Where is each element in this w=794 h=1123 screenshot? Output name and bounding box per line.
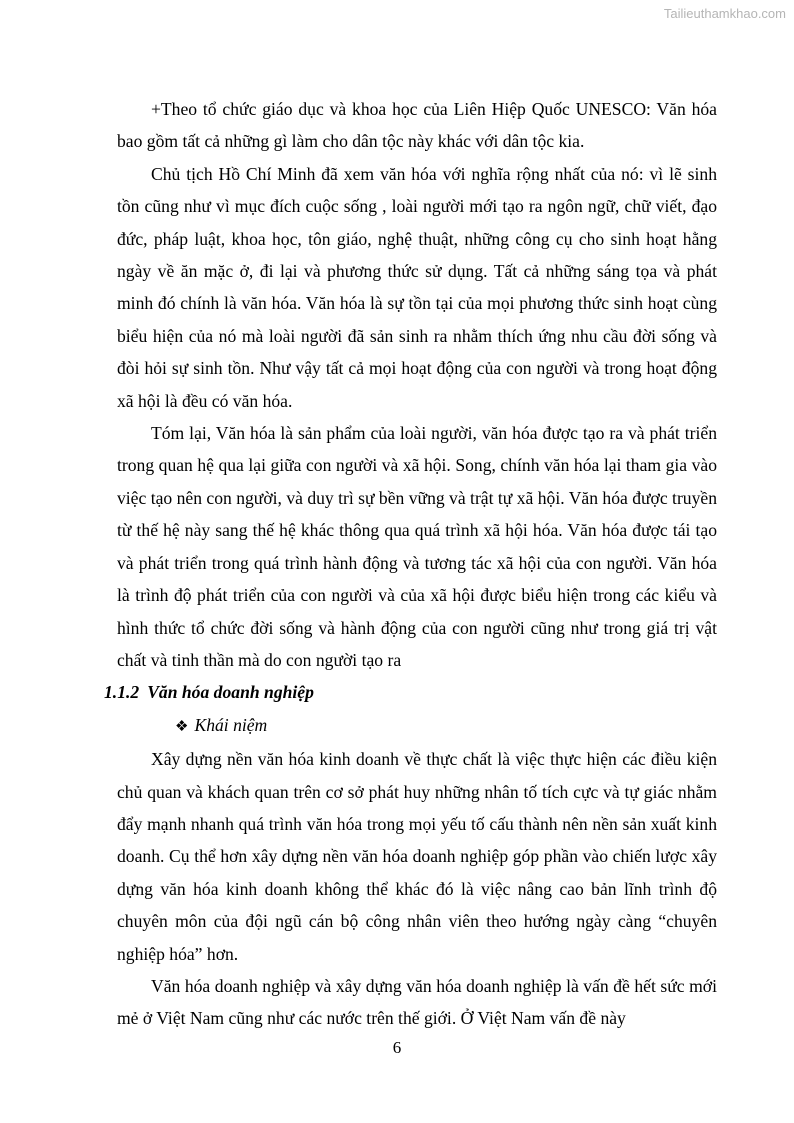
- paragraph-summary: Tóm lại, Văn hóa là sản phẩm của loài người, văn hóa được tạo ra và phát triển trong quan hệ qua lại giữa con người và xã hội. Song, chính văn hóa lại tham gia vào việc tạo nên con người, và duy trì sự bền vững và trật tự xã hội. Văn hóa được truyền từ thế hệ này sang thế hệ khác thông qua quá trình xã hội hóa. Văn hóa được tái tạo và phát triển trong quá trình hành động và tương tác xã hội của con người. Văn hóa là trình độ phát triển của con người và của xã hội được biểu hiện trong các kiểu và hình thức tổ chức đời sống và hành động của con người cũng như trong giá trị vật chất và tinh thần mà do con người tạo ra: [117, 423, 717, 670]
- paragraph-unesco: +Theo tổ chức giáo dục và khoa học của Liên Hiệp Quốc UNESCO: Văn hóa bao gồm tất cả những gì làm cho dân tộc này khác với dân tộc kia.: [117, 99, 717, 152]
- subsection-heading: [175, 709, 717, 743]
- diamond-bullet-icon: ❖: [175, 718, 189, 735]
- section-number: 1.1.2: [104, 682, 140, 703]
- subsection-title: Khái niệm: [194, 714, 268, 735]
- document-body: [104, 93, 717, 1035]
- paragraph-vietnam: Văn hóa doanh nghiệp và xây dựng văn hóa doanh nghiệp là vấn đề hết sức mới mẻ ở Việt Nam cũng như các nước trên thế giới. Ở Việt Nam vấn đề này: [117, 975, 717, 1029]
- page-number: 6: [392, 1038, 402, 1057]
- paragraph-ho-chi-minh: Chủ tịch Hồ Chí Minh đã xem văn hóa với nghĩa rộng nhất của nó: vì lẽ sinh tồn cũng như vì mục đích cuộc sống , loài người mới tạo ra ngôn ngữ, chữ viết, đạo đức, pháp luật, khoa học, tôn giáo, nghệ thuật, những công cụ cho sinh hoạt hằng ngày về ăn mặc ở, đi lại và phương thức sử dụng. Tất cả những sáng tọa và phát minh đó chính là văn hóa. Văn hóa là sự tồn tại của mọi phương thức sinh hoạt cùng biểu hiện của nó mà loài người đã sản sinh ra nhằm thích ứng nhu cầu đời sống và đòi hỏi sự sinh tồn. Như vậy tất cả mọi hoạt động của con người và trong hoạt động xã hội là đều có văn hóa.: [117, 163, 717, 411]
- paragraph-building-culture: Xây dựng nền văn hóa kinh doanh về thực chất là việc thực hiện các điều kiện chủ quan và khách quan trên cơ sở phát huy những nhân tố tích cực và tự giác nhằm đẩy mạnh nhanh quá trình văn hóa trong mọi yếu tố cấu thành nên nền sản xuất kinh doanh. Cụ thể hơn xây dựng nền văn hóa doanh nghiệp góp phần vào chiến lược xây dựng văn hóa kinh doanh không thể khác đó là việc nâng cao bản lĩnh trình độ chuyên môn của đội ngũ cán bộ công nhân viên theo hướng ngày càng “chuyên nghiệp hóa” hơn.: [117, 749, 717, 964]
- section-title: Văn hóa doanh nghiệp: [147, 682, 314, 703]
- watermark-text: Tailieuthamkhao.com: [663, 6, 786, 21]
- section-heading: [104, 676, 717, 708]
